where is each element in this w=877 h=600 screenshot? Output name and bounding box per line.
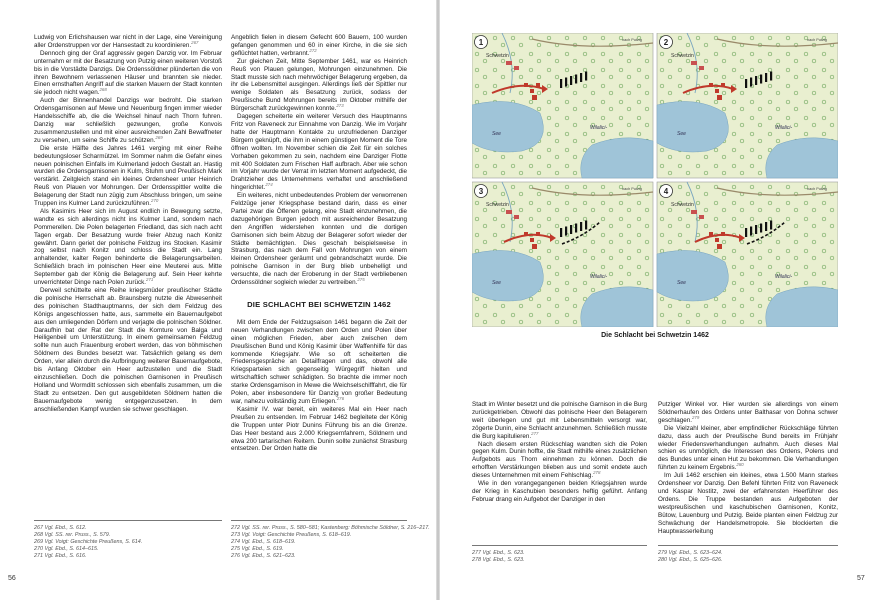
paragraph-text: Dagegen scheiterte ein weiterer Versuch des Hauptmanns Fritz von Raveneck zur Einnahme von Danzig. Wie im Vorjahr hatte der Hauptmann Kontakte zu unzufriedenen Danziger Bürgern geknüpft, die ihm in einem günstigen Moment die Tore öffnen wollten. Im November schien die Zeit für ein solches Vorhaben gekommen zu sein, nachdem eine Danziger Flotte mit 400 Soldaten zum Frischen Haff aufbrach. Aber wie schon im Vorjahr wurde der Verrat im letzten Moment aufgedeckt, die Drahtzieher des Unternehmens verhaftet und anschließend hingerichtet.: [231, 113, 407, 192]
lake-label-2: See: [492, 280, 501, 286]
paragraph-text: Als Kasimirs Heer sich im August endlich in Bewegung setzte, wandte es sich allerdings nicht ins Kulmer Land, sondern nach Pommerellen. Die Polen belagerten Friedland, das sich nach acht Tagen ergab. Der Besatzung wurde freier Abzug nach Konitz gewährt. Dann geriet der polnische Feldzug ins Stocken. Kasimir zog selbst nach Konitz und schloss die Stadt ein. Lang anhaltender, kalter Regen behinderte die Belagerungsarbeiten. Schließlich brach im polnischen Heer eine Meuterei aus. Mitte September gab der König die Belagerung auf. Sein Heer kehrte unverrichteter Dinge nach Polen zurück.: [34, 207, 222, 287]
paragraph-text: Im Juli 1462 erschien ein kleines, etwa 1.500 Mann starkes Ordensheer vor Danzig. Den Befehl führten Fritz von Raveneck und Kaspar Nostitz, zwei der erfahrensten Heerführer des Ordens. Die Truppe bestanden aus Aufgeboten der westpreußischen und kaschubischen Garnisonen, Konitz, Bütow, Lauenburg und Putzig. Beide planten einen Feldzug zur Schwächung der Handelsmetropole. Sie blockierten die Hauptwasserleitung: [658, 472, 838, 535]
footnote-ref: 276: [336, 395, 345, 401]
town-label: Schwetzin: [486, 53, 509, 59]
footnote: 273 Vgl. Voigt: Geschichte Preußens, S. 618–619.: [231, 532, 352, 538]
footnote: 280 Vgl. Ebd., S. 625–626.: [658, 557, 723, 563]
road-label: nach Putzig: [622, 38, 642, 42]
footnote-ref: 280: [736, 462, 744, 468]
footnotes-right-1: [472, 545, 647, 564]
road-label: nach Putzig: [807, 187, 827, 191]
paragraph-text: Ein weiteres, nicht unbedeutendes Problem der verworrenen Feldzüge jener Kriegsphase bestand darin, dass es einer Partei zwar die Öffenen gelang, eine Stadt einzunehmen, die dazugehörigen Burgen jedoch mit ausreichender Besatzung den Angriffen widerstehen konnten und die dortigen Garnisonen sich beim Abzug der Belagerer sofort wieder der Städte bemächtigten. Dies geschah beispielsweise in Strasburg, das nach dem Fall von Mohrungen von einem kleinen Ordensheer geräumt und gebrandschatzt wurde. Die polnische Garnison in der Burg blieb unbehelligt und versuchte, die nach der Eroberung in der Stadt verbliebenen Ordenssöldner sogleich wieder zu vertreiben.: [231, 192, 407, 287]
footnote: 279 Vgl. Ebd., S. 623–624.: [658, 550, 723, 556]
paragraph-text: Die erste Hälfte des Jahres 1461 verging mit einer Reihe bedeutungsloser Scharmützel. Im Sommer nahm die Gefahr eines neuen polnischen Einfalls im Kulmerland jedoch Gestalt an. Hastig wurden die Ordensgarnisonen in Kulm, Stuhm und Preußisch Mark verstärkt. Zeitgleich stand ein kleines Ordensheer unter Heinrich Reuß von Plauen vor Mohrungen. Der Ordensspittler wollte die Belagerung der Stadt nun zügig zum Abschluss bringen, um seine Truppen ins Kulmer Land zurückzuführen.: [34, 144, 222, 208]
footnote-ref: 272: [309, 47, 317, 53]
paragraph: [472, 480, 647, 504]
lake-label: Wilalici-: [775, 274, 793, 280]
footnote: 276 Vgl. Ebd., S. 621–623.: [231, 553, 296, 559]
battle-maps: [472, 33, 838, 327]
footnotes-right-2: [658, 545, 838, 564]
page-number-right: 57: [857, 575, 865, 582]
paragraph-text: Auch der Binnenhandel Danzigs war bedroht. Die starken Ordensgarnisonen auf Mewe und Neuenburg fingen immer wieder Handelsschiffe ab, die die Weichsel hinauf nach Thorn fuhren. Danzig war schließlich gezwungen, große Konvois zusammenzustellen und mit einer ausreichenden Zahl Bewaffneter zu versehen, um seine Schiffe zu schützen.: [34, 97, 222, 144]
map-panel-number: 3: [478, 187, 484, 196]
footnote-ref: 271: [146, 277, 154, 282]
footnote: 275 Vgl. Ebd., S. 619.: [231, 546, 284, 552]
footnote-ref: 279: [691, 414, 700, 420]
page-number-left: 56: [8, 575, 16, 582]
map-panel-number: 1: [478, 38, 484, 47]
footnote-ref: 268: [99, 87, 107, 93]
paragraph-text: Kasimir IV. war bereit, ein weiteres Mal ein Heer nach Preußen zu entsenden. Im Februar 1462 begleitete der König die Truppen unter Piotr Dunins Führung bis an die Grenze. Das Heer bestand aus 2.000 Kriegsernfahrern, Söldnern und etwa 200 tartarischen Reitern. Dunin sollte zunächst Strasburg entsetzen. Der Orden hatte die: [231, 405, 407, 453]
paragraph: [472, 401, 647, 441]
footnote-ref: 278: [593, 470, 601, 476]
footnote: 277 Vgl. Ebd., S. 623.: [472, 550, 525, 556]
footnote: 278 Vgl. Ebd., S. 623.: [472, 557, 525, 563]
footnote-ref: 270: [151, 197, 159, 203]
map-panel: [472, 33, 653, 178]
map-panel: [657, 182, 838, 327]
lake-label: Wilalici-: [590, 274, 608, 280]
lake-label: Wilalici-: [775, 125, 793, 131]
road-label: nach Putzig: [807, 38, 827, 42]
footnote-ref: 275: [357, 277, 365, 282]
map-panel: [472, 182, 653, 327]
footnote: 271 Vgl. Ebd., S. 616.: [34, 553, 87, 559]
paragraph: [658, 401, 838, 425]
footnote: 272 Vgl. SS. rer. Pruss., S. 580–581; Kastenberg: Böhmische Söldner, S. 216–217.: [231, 525, 430, 531]
paragraph-text: Ludwig von Erlichshausen war nicht in der Lage, eine Vereinigung aller Ordenstruppen vor der Hansestadt zu koordinieren.: [34, 34, 222, 49]
map-panel-number: 4: [663, 187, 669, 196]
map-caption: Die Schlacht bei Schwetzin 1462: [601, 332, 709, 339]
lake-label: Wilalici-: [590, 125, 608, 131]
paragraph: [658, 472, 838, 535]
footnote: 269 Vgl. Voigt: Geschichte Preußens, S. 614.: [34, 539, 143, 545]
section-heading: DIE SCHLACHT BEI SCHWETZIN 1462: [247, 300, 391, 309]
paragraph-text: Die Vielzahl kleiner, aber empfindlicher Rückschläge führten dazu, dass auch der Preußische Bund bereits im Frühjahr wieder Friedensverhandlungen aufnahm. Auch dieses Mal schien es unmöglich, die Interessen des Ordens, Polens und des Bundes unter einen Hut zu bekommen. Die Verhandlungen führten zu keinem Ergebnis.: [658, 424, 838, 472]
right-column-1: [472, 401, 647, 504]
lake-label-2: See: [492, 131, 501, 137]
paragraph: [472, 441, 647, 481]
town-label: Schwetzin: [671, 202, 694, 208]
paragraph-text: Nach diesem ersten Rückschlag wandten sich die Polen gegen Kulm. Dunin hoffte, die Stadt mithilfe eines zusätzlichen Aufgebots aus Thorn einnehmen zu können. Doch die erhofften Verstärkungen blieben aus und somit endete auch dieses Unternehmen mit einem Fehlschlag.: [472, 440, 647, 480]
map-panel: [657, 33, 838, 178]
town-label: Schwetzin: [671, 53, 694, 59]
paragraph-text: Putziger Winkel vor. Hier wurden sie allerdings von einem Söldnerhaufen des Ordens unter Balthasar von Dohna schwer geschlagen.: [658, 401, 838, 424]
map-panel-number: 2: [663, 38, 669, 47]
footnote: 274 Vgl. Ebd., S. 618–619.: [231, 539, 296, 545]
footnote-ref: 267: [191, 39, 199, 45]
paragraph-text: Angeblich fielen in diesem Gefecht 600 Bauern, 100 wurden gefangen genommen und 60 in einer Kirche, in die sie sich geflüchtet hatten, verbrannt.: [231, 34, 407, 57]
paragraph-text: Stadt im Winter besetzt und die polnische Garnison in die Burg zurückgetrieben. Obwohl das polnische Heer den Belagerern weit überlegen und gut mit Lebensmitteln versorgt war, zögerte Dunin, eine Schlacht anzunehmen. Schließlich musste die Burg kapitulieren.: [472, 401, 648, 440]
footnote-ref: 274: [265, 182, 273, 188]
footnote: 267 Vgl. Ebd., S. 612.: [34, 525, 87, 531]
road-label: nach Putzig: [622, 187, 642, 191]
lake-label-2: See: [677, 280, 686, 286]
paragraph-text: Dennoch ging der Graf aggressiv gegen Danzig vor. Im Februar unternahm er mit der Besatzung von Putzig einen weiteren Vorstoß bis in die Vorstädte Danzigs. Die Ordenssöldner plünderten die von ihren Bewohnern verlassenen Häuser und brannten sie nieder. Einen ernsthaften Angriff auf die starken Mauern der Stadt konnten sie jedoch nicht wagen.: [34, 49, 222, 97]
footnote-ref: 273: [336, 103, 344, 109]
paragraph: [658, 425, 838, 472]
footnote: 270 Vgl. Ebd., S. 614–615.: [34, 546, 99, 552]
footnote-ref: 269: [155, 134, 163, 140]
footnote-ref: 277: [531, 430, 539, 436]
footnote: 268 Vgl. SS. rer. Pruss., S. 579.: [34, 532, 111, 538]
paragraph-text: Zur gleichen Zeit, Mitte September 1461, war es Heinrich Reuß von Plauen gelungen, Mohrungen einzunehmen. Die Stadt musste sich nach mehrwöchiger Belagerung ergeben, da ihr die Lebensmittel ausgingen. Allerdings ließ der Spittler nur wenige Soldaten als Besatzung zurück, sodass der Preußische Bund Mohrungen bereits im Oktober mithilfe der Bürgerschaft zurückgewinnen konnte.: [231, 57, 407, 113]
town-label: Schwetzin: [486, 202, 509, 208]
paragraph-text: Wie in den vorangegangenen beiden Kriegsjahren wurde der Krieg in Kaschubien besonders heftig geführt. Anfang Februar drang ein Aufgebot der Danziger in den: [472, 480, 647, 503]
paragraph-text: Derweil schüttelte eine Reihe kriegsmüder preußischer Städte die polnische Herrschaft ab. Braunsberg nutzte die Abwesenheit des polnischen Stadthauptmanns, der sich dem Feldzug des Königs angeschlossen hatte, aus, sammelte ein Bauernaufgebot aus den umliegenden Dörfern und verjagte die polnischen Söldner. Daraufhin bat der Rat der Stadt die Komture von Balga und Heiligenbeil um Unterstützung. In einem gemeinsamen Feldzug sollte nun auch Frauenburg erobert werden, das von böhmischen Söldnern des Bundes besetzt war. Tatsächlich gelang es dem Orden, vier allein durch die Aufbringung weiterer Bauernaufgebote, bis Anfang Oktober ein Heer aufzustellen und die Stadt einzuschließen. Doch die polnischen Garnisonen in Preußisch Holland und Wormditt schlossen sich ebenfalls zusammen, um die Stadt zu entsetzen. Den gut ausgebildeten Söldnern hatten die Bauernaufgebote wenig entgegenzusetzen. In dem anschließenden Kampf wurden sie schwer geschlagen.: [34, 287, 222, 413]
right-column-2: [658, 401, 838, 535]
paragraph-text: Mit dem Ende der Feldzugsaison 1461 begann die Zeit der neuen Verhandlungen zwischen dem Orden und Polen über einen möglichen Frieden, aber auch zwischen dem Preußischen Bund und König Kasimir über Waffenhilfe für das kommende Kriegsjahr. Wie so oft scheiterten die Friedensgespräche an Detailfragen und das, obwohl alle Kriegsparteien sich gegenseitig Würgegriff hielten und wirtschaftlich schwer schädigten. So brachte die immer noch starke Ordensgarnison in Mewe die Weichselschifffahrt, die für Polen, aber insbesondere für Danzig von großer Bedeutung war, nahezu vollständig zum Erliegen.: [231, 318, 407, 405]
lake-label-2: See: [677, 131, 686, 137]
